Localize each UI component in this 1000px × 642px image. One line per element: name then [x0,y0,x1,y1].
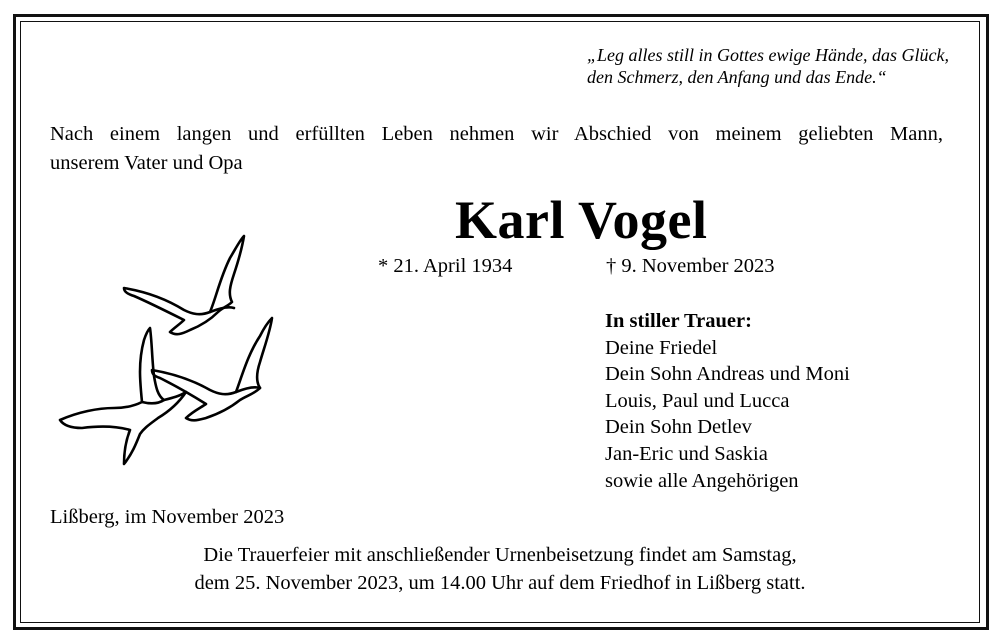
birth-date: * 21. April 1934 [378,255,513,277]
mourner-line: Louis, Paul und Lucca [605,389,790,412]
mourners-heading: In stiller Trauer: [605,310,752,332]
place-and-date: Lißberg, im November 2023 [50,506,285,528]
mourner-line: sowie alle Angehörigen [605,469,799,492]
death-date: † 9. November 2023 [606,255,775,277]
bird-top [124,236,244,334]
intro-line-1: Nach einem langen und erfüllten Leben nehmen wir Abschied von meinem geliebten Mann, [50,123,943,145]
deceased-name: Karl Vogel [455,190,708,250]
flying-birds-icon [50,228,290,473]
funeral-service-notice [0,541,1000,597]
bible-quote [587,44,949,88]
quote-line-2: den Schmerz, den Anfang und das Ende.“ [587,67,887,87]
mourners-list [605,308,850,494]
intro-line-2: unserem Vater und Opa [50,152,243,174]
quote-line-1: „Leg alles still in Gottes ewige Hände, das Glück, [587,45,949,65]
bird-left [60,328,186,464]
mourner-line: Deine Friedel [605,336,718,359]
mourner-line: Dein Sohn Andreas und Moni [605,363,850,386]
mourner-line: Jan-Eric und Saskia [605,442,768,465]
mourner-line: Dein Sohn Detlev [605,416,752,439]
intro-text [50,120,943,178]
service-line-1: Die Trauerfeier mit anschließender Urnenbeisetzung findet am Samstag, [203,544,797,566]
service-line-2: dem 25. November 2023, um 14.00 Uhr auf dem Friedhof in Lißberg statt. [194,572,806,594]
